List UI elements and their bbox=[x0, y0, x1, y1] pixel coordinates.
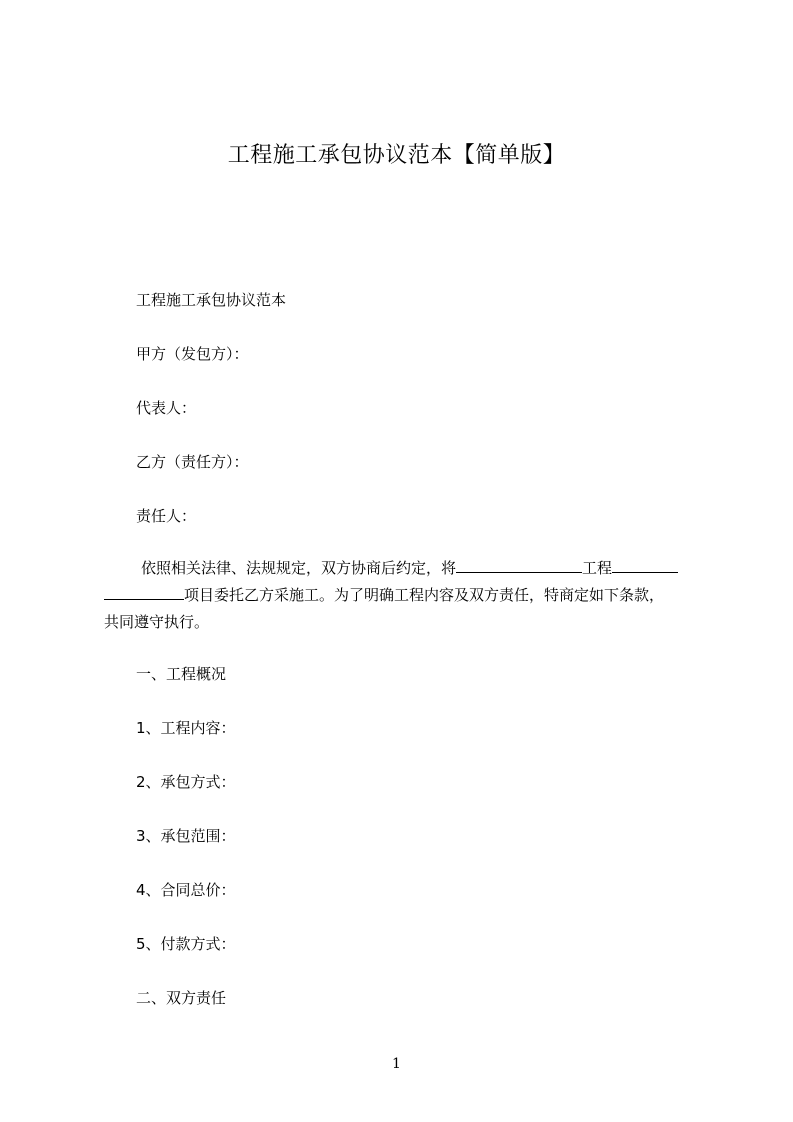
intro-line-3 bbox=[104, 609, 704, 636]
subtitle: 工程施工承包协议范本 bbox=[136, 291, 287, 309]
project-name-blank bbox=[456, 557, 582, 573]
section-1-item-content: 1、工程内容： bbox=[136, 719, 236, 737]
intro-text-1: 依照相关法律、法规规定，双方协商后约定，将 bbox=[141, 559, 457, 577]
section-1-item-payment: 5、付款方式： bbox=[136, 935, 236, 953]
intro-paragraph bbox=[104, 555, 704, 636]
party-a-label: 甲方（发包方）： bbox=[136, 345, 249, 363]
intro-line-1 bbox=[104, 555, 704, 582]
responsible-person-label: 责任人： bbox=[136, 507, 197, 525]
intro-text-3: 项目委托乙方采施工。为了明确工程内容及双方责任，特商定如下条款， bbox=[184, 586, 665, 604]
section-1-item-scope: 3、承包范围： bbox=[136, 827, 236, 845]
intro-text-4: 共同遵守执行。 bbox=[104, 613, 210, 631]
section-1-item-price: 4、合同总价： bbox=[136, 881, 236, 899]
intro-line-2 bbox=[104, 582, 704, 609]
project-detail-blank-1 bbox=[612, 557, 678, 573]
intro-text-2: 工程 bbox=[582, 559, 613, 577]
section-1-item-method: 2、承包方式： bbox=[136, 773, 236, 791]
document-title: 工程施工承包协议范本【简单版】 bbox=[227, 143, 566, 168]
project-detail-blank-2 bbox=[104, 584, 184, 600]
page-number: 1 bbox=[392, 1056, 401, 1072]
section-2-heading: 二、双方责任 bbox=[136, 989, 227, 1007]
section-1-heading: 一、工程概况 bbox=[136, 665, 227, 683]
representative-label: 代表人： bbox=[136, 399, 197, 417]
party-b-label: 乙方（责任方）： bbox=[136, 453, 249, 471]
